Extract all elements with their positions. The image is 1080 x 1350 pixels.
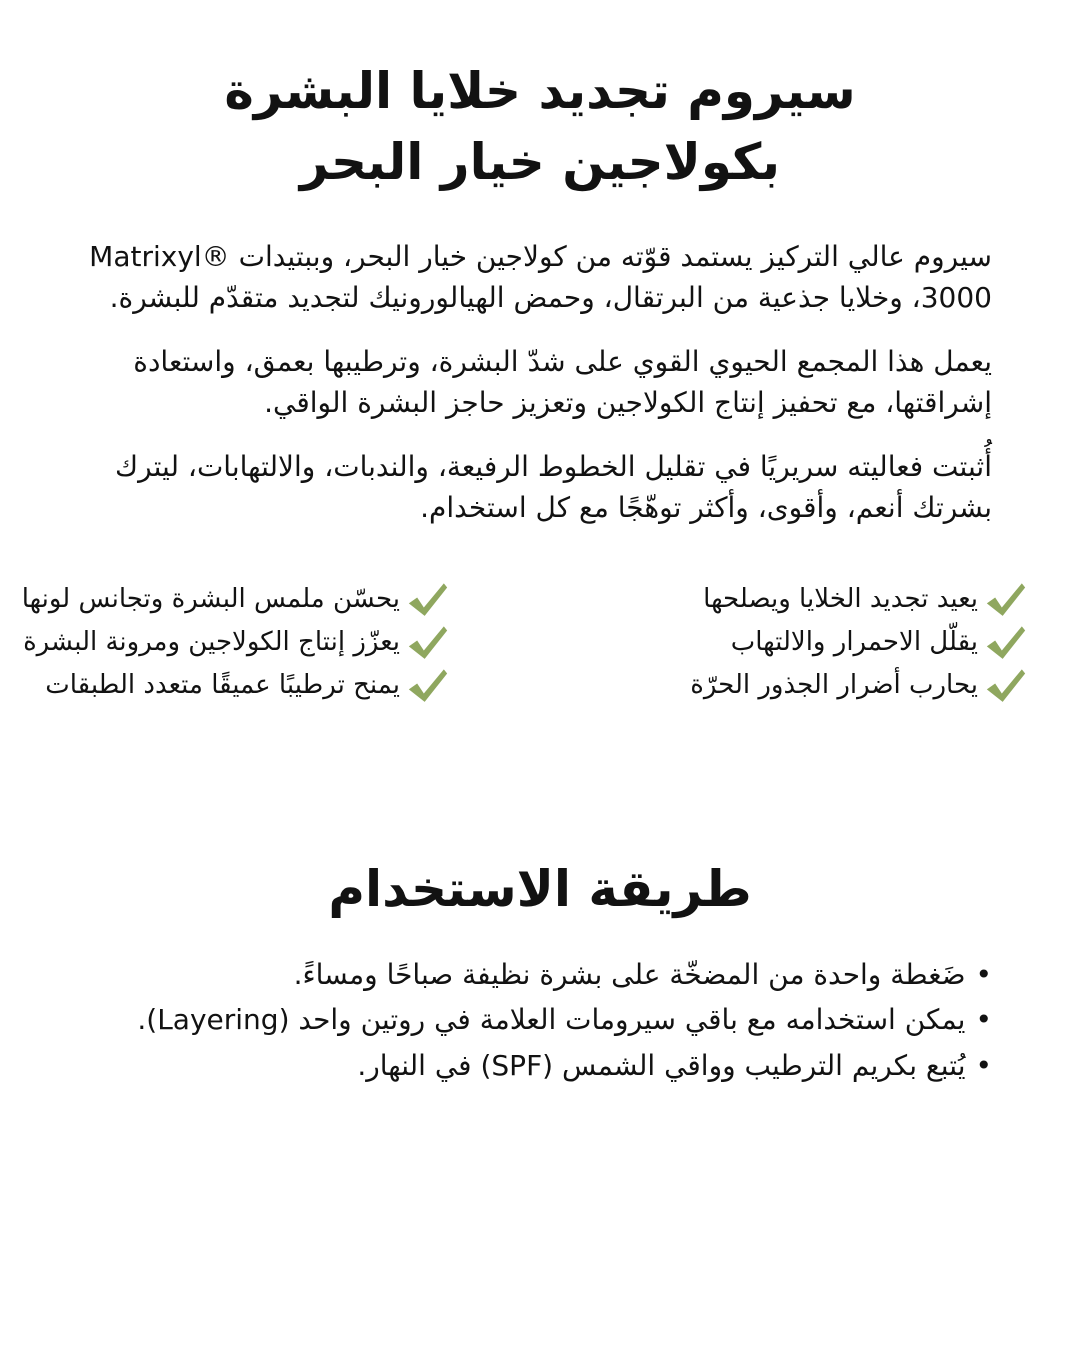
- benefit-item: [21, 583, 448, 617]
- usage-item: [60, 1045, 992, 1088]
- product-title-line-2: بكولاجين خيار البحر: [299, 133, 781, 191]
- check-icon: [408, 626, 448, 660]
- description-paragraph-3: أُثبتت فعاليته سريريًا في تقليل الخطوط الرفيعة، والندبات، والالتهابات، ليترك بشرتك أنعم، وأقوى، وأكثر توهّجًا مع كل استخدام.: [115, 449, 992, 525]
- description-paragraph-2: يعمل هذا المجمع الحيوي القوي على شدّ البشرة، وترطيبها بعمق، واستعادة إشراقتها، مع تحفيز إنتاج الكولاجين وتعزيز حاجز البشرة الواقي.: [133, 344, 992, 420]
- usage-heading: طريقة الاستخدام: [328, 859, 752, 918]
- benefits-column-right: [540, 583, 1026, 712]
- usage-item: [60, 954, 992, 997]
- benefits-section: [21, 583, 1026, 712]
- check-icon: [408, 583, 448, 617]
- benefit-item: [540, 583, 1026, 617]
- usage-list: [60, 954, 992, 1088]
- bullet-dot: •: [975, 1003, 992, 1037]
- description-paragraph-1: سيروم عالي التركيز يستمد قوّته من كولاجين خيار البحر، وببتيدات Matrixyl® 3000، وخلايا جذعية من البرتقال، وحمض الهيالورونيك لتجديد متقدّم للبشرة.: [89, 240, 992, 315]
- product-title: [90, 56, 990, 198]
- benefit-label: يعيد تجديد الخلايا ويصلحها: [703, 584, 978, 615]
- benefit-item: [540, 626, 1026, 660]
- benefit-item: [45, 669, 448, 703]
- benefits-column-left: [21, 583, 448, 712]
- benefit-label: يعزّز إنتاج الكولاجين ومرونة البشرة: [23, 627, 400, 658]
- benefit-label: يحارب أضرار الجذور الحرّة: [690, 670, 978, 701]
- benefit-item: [540, 669, 1026, 703]
- benefit-label: يقلّل الاحمرار والالتهاب: [730, 627, 978, 658]
- usage-item-text: يُتبع بكريم الترطيب وواقي الشمس (SPF) في النهار.: [357, 1048, 966, 1082]
- usage-item-text: يمكن استخدامه مع باقي سيرومات العلامة في روتين واحد (Layering).: [137, 1003, 966, 1037]
- benefit-label: يمنح ترطيبًا عميقًا متعدد الطبقات: [45, 670, 400, 701]
- check-icon: [408, 669, 448, 703]
- usage-section: [0, 854, 1080, 1088]
- check-icon: [986, 669, 1026, 703]
- product-title-line-1: سيروم تجديد خلايا البشرة: [224, 62, 856, 120]
- benefit-label: يحسّن ملمس البشرة وتجانس لونها: [21, 584, 400, 615]
- benefit-item: [23, 626, 448, 660]
- bullet-dot: •: [975, 957, 992, 991]
- description-section: [88, 236, 992, 529]
- usage-item: [60, 999, 992, 1042]
- usage-item-text: ضَغطة واحدة من المضخّة على بشرة نظيفة صباحًا ومساءً.: [293, 957, 966, 991]
- check-icon: [986, 626, 1026, 660]
- check-icon: [986, 583, 1026, 617]
- bullet-dot: •: [975, 1048, 992, 1082]
